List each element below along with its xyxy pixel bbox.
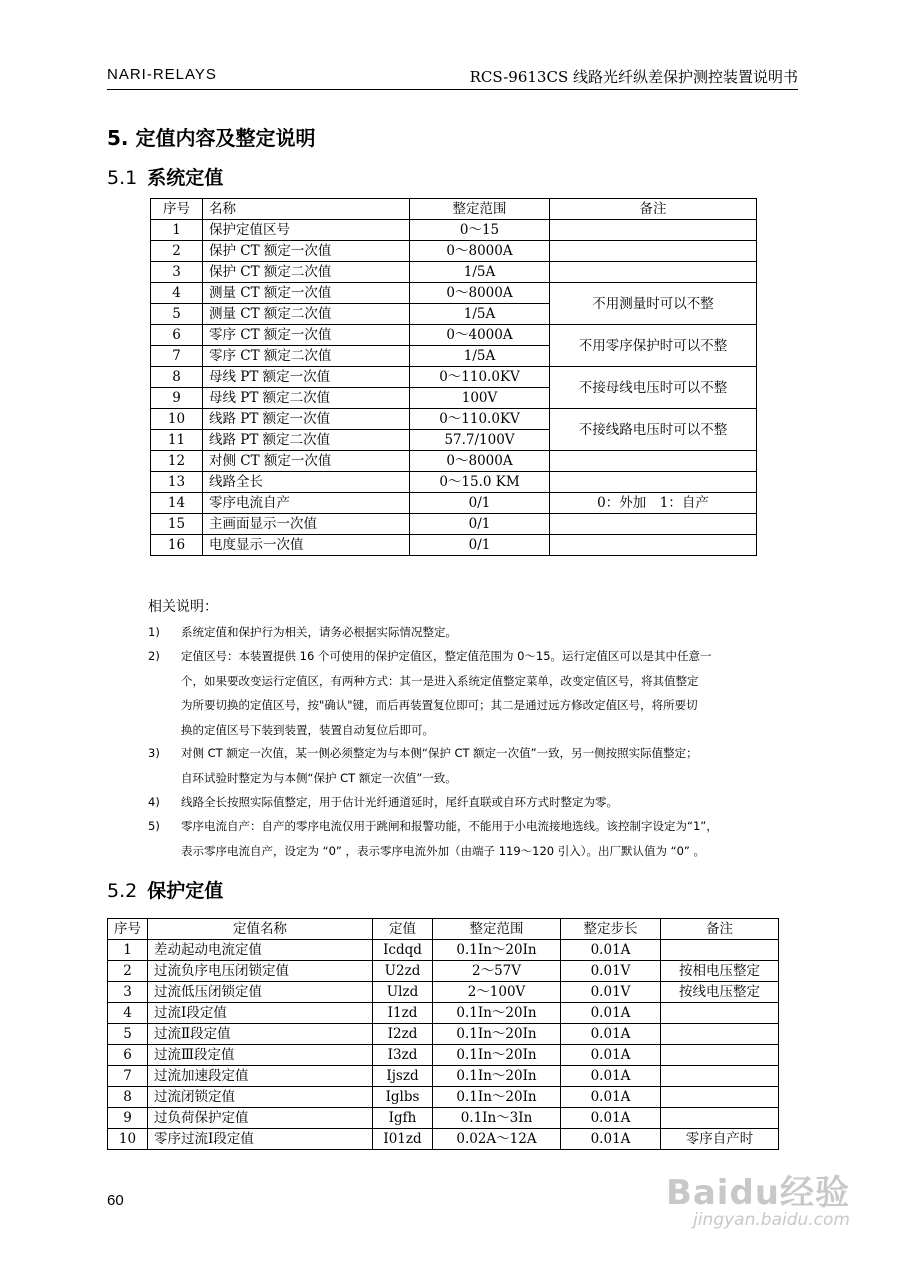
table-row bbox=[151, 514, 757, 535]
note-text-line: 零序电流自产：自产的零序电流仅用于跳闸和报警功能，不能用于小电流接地选线。该控制字设定为“1”， bbox=[181, 819, 718, 833]
cell-remark bbox=[550, 451, 757, 472]
cell-range: 0/1 bbox=[410, 514, 550, 535]
watermark bbox=[666, 1165, 850, 1230]
col-header: 名称 bbox=[203, 199, 410, 220]
subsection-number: 5.1 bbox=[107, 167, 138, 189]
cell-remark bbox=[550, 241, 757, 262]
cell-step: 0.01A bbox=[561, 1087, 661, 1108]
cell-step: 0.01A bbox=[561, 1003, 661, 1024]
cell-index: 4 bbox=[108, 1003, 148, 1024]
cell-code: I3zd bbox=[373, 1045, 433, 1066]
cell-name: 母线 PT 额定一次值 bbox=[203, 367, 410, 388]
cell-remark bbox=[550, 220, 757, 241]
cell-code: Ijszd bbox=[373, 1066, 433, 1087]
cell-range: 0/1 bbox=[410, 535, 550, 556]
note-text-line: 个，如果要改变运行定值区，有两种方式：其一是进入系统定值整定菜单，改变定值区号，将其值整定 bbox=[181, 673, 699, 688]
cell-name: 过流Ⅰ段定值 bbox=[148, 1003, 373, 1024]
cell-remark bbox=[550, 262, 757, 283]
cell-range: 0.1In～20In bbox=[433, 940, 561, 961]
cell-index: 10 bbox=[108, 1129, 148, 1150]
cell-code: U2zd bbox=[373, 961, 433, 982]
cell-name: 主画面显示一次值 bbox=[203, 514, 410, 535]
cell-index: 5 bbox=[108, 1024, 148, 1045]
section-title: 定值内容及整定说明 bbox=[135, 126, 316, 150]
cell-name: 保护 CT 额定二次值 bbox=[203, 262, 410, 283]
col-header: 整定步长 bbox=[561, 919, 661, 940]
table-row bbox=[151, 241, 757, 262]
cell-index: 8 bbox=[108, 1087, 148, 1108]
cell-range: 0～4000A bbox=[410, 325, 550, 346]
table-row bbox=[151, 325, 757, 346]
table-row bbox=[151, 262, 757, 283]
cell-range: 0/1 bbox=[410, 493, 550, 514]
table-header-row bbox=[151, 199, 757, 220]
cell-index: 9 bbox=[151, 388, 203, 409]
table-row bbox=[108, 940, 779, 961]
note-number: 2) bbox=[148, 649, 160, 663]
table-row bbox=[108, 1108, 779, 1129]
cell-range: 0～8000A bbox=[410, 451, 550, 472]
cell-index: 2 bbox=[108, 961, 148, 982]
cell-code: I1zd bbox=[373, 1003, 433, 1024]
section-heading bbox=[107, 122, 315, 151]
cell-index: 1 bbox=[108, 940, 148, 961]
cell-index: 6 bbox=[108, 1045, 148, 1066]
table-row bbox=[108, 982, 779, 1003]
cell-range: 0.1In～20In bbox=[433, 1024, 561, 1045]
cell-index: 9 bbox=[108, 1108, 148, 1129]
table-row bbox=[108, 961, 779, 982]
header-brand: NARI-RELAYS bbox=[107, 66, 217, 83]
cell-name: 过流加速段定值 bbox=[148, 1066, 373, 1087]
note-item bbox=[148, 741, 808, 790]
cell-step: 0.01A bbox=[561, 940, 661, 961]
col-header: 备注 bbox=[661, 919, 779, 940]
cell-range: 100V bbox=[410, 388, 550, 409]
cell-index: 1 bbox=[151, 220, 203, 241]
cell-index: 15 bbox=[151, 514, 203, 535]
page-number: 60 bbox=[107, 1192, 124, 1209]
cell-remark bbox=[661, 1003, 779, 1024]
cell-range: 0.1In～20In bbox=[433, 1003, 561, 1024]
section-number: 5. bbox=[107, 126, 129, 150]
subsection-title: 保护定值 bbox=[147, 880, 224, 902]
cell-range: 0～110.0KV bbox=[410, 409, 550, 430]
cell-name: 零序 CT 额定二次值 bbox=[203, 346, 410, 367]
note-text: 线路全长按照实际值整定，用于估计光纤通道延时，尾纤直联或自环方式时整定为零。 bbox=[181, 795, 618, 809]
table-row bbox=[151, 283, 757, 304]
cell-code: Icdqd bbox=[373, 940, 433, 961]
cell-index: 3 bbox=[108, 982, 148, 1003]
cell-name: 过流Ⅲ段定值 bbox=[148, 1045, 373, 1066]
note-text-line: 对侧 CT 额定一次值，某一侧必须整定为与本侧“保护 CT 额定一次值”一致，另一侧按照实际值整定； bbox=[181, 746, 698, 760]
cell-remark: 按线电压整定 bbox=[661, 982, 779, 1003]
table-row bbox=[151, 535, 757, 556]
cell-range: 57.7/100V bbox=[410, 430, 550, 451]
header-doc-title: RCS-9613CS 线路光纤纵差保护测控装置说明书 bbox=[469, 68, 798, 86]
cell-name: 过流低压闭锁定值 bbox=[148, 982, 373, 1003]
table-header-row bbox=[108, 919, 779, 940]
table-row bbox=[108, 1003, 779, 1024]
table-row bbox=[108, 1087, 779, 1108]
cell-index: 13 bbox=[151, 472, 203, 493]
cell-remark bbox=[550, 535, 757, 556]
cell-name: 过流负序电压闭锁定值 bbox=[148, 961, 373, 982]
system-settings-table bbox=[150, 198, 757, 556]
note-text-line: 自环试验时整定为与本侧“保护 CT 额定一次值”一致。 bbox=[181, 770, 457, 785]
note-text-line: 为所要切换的定值区号，按"确认"键，而后再装置复位即可；其二是通过远方修改定值区号，将所要切 bbox=[181, 698, 698, 712]
cell-name: 过负荷保护定值 bbox=[148, 1108, 373, 1129]
cell-index: 12 bbox=[151, 451, 203, 472]
cell-range: 0～8000A bbox=[410, 283, 550, 304]
cell-remark bbox=[661, 1024, 779, 1045]
cell-range: 0.1In～20In bbox=[433, 1045, 561, 1066]
cell-code: I2zd bbox=[373, 1024, 433, 1045]
cell-range: 0～8000A bbox=[410, 241, 550, 262]
cell-name: 测量 CT 额定二次值 bbox=[203, 304, 410, 325]
cell-range: 0～15.0 KM bbox=[410, 472, 550, 493]
note-number: 3) bbox=[148, 746, 160, 760]
cell-remark: 不用测量时可以不整 bbox=[550, 283, 757, 325]
cell-name: 电度显示一次值 bbox=[203, 535, 410, 556]
cell-code: Igfh bbox=[373, 1108, 433, 1129]
cell-range: 0～110.0KV bbox=[410, 367, 550, 388]
table-row bbox=[151, 493, 757, 514]
table-row bbox=[108, 1129, 779, 1150]
note-number: 5) bbox=[148, 819, 160, 833]
cell-name: 零序 CT 额定一次值 bbox=[203, 325, 410, 346]
note-item bbox=[148, 790, 808, 815]
header-divider bbox=[107, 89, 798, 90]
subsection-heading-system bbox=[107, 163, 223, 190]
cell-index: 2 bbox=[151, 241, 203, 262]
table-row bbox=[151, 451, 757, 472]
note-item bbox=[148, 814, 808, 863]
protection-settings-table bbox=[107, 918, 779, 1150]
cell-range: 0.1In～20In bbox=[433, 1087, 561, 1108]
cell-remark: 不接母线电压时可以不整 bbox=[550, 367, 757, 409]
cell-range: 1/5A bbox=[410, 262, 550, 283]
col-header: 定值 bbox=[373, 919, 433, 940]
cell-name: 母线 PT 额定二次值 bbox=[203, 388, 410, 409]
cell-remark bbox=[661, 1066, 779, 1087]
note-text-line: 表示零序电流自产，设定为 “0” ，表示零序电流外加（由端子 119～120 引入）。出厂默认值为 “0” 。 bbox=[181, 843, 706, 858]
cell-name: 线路 PT 额定一次值 bbox=[203, 409, 410, 430]
cell-index: 8 bbox=[151, 367, 203, 388]
cell-range: 0.1In～20In bbox=[433, 1066, 561, 1087]
table-row bbox=[108, 1045, 779, 1066]
table-row bbox=[108, 1066, 779, 1087]
cell-range: 2～100V bbox=[433, 982, 561, 1003]
col-header: 整定范围 bbox=[433, 919, 561, 940]
cell-remark: 不接线路电压时可以不整 bbox=[550, 409, 757, 451]
cell-index: 4 bbox=[151, 283, 203, 304]
cell-step: 0.01V bbox=[561, 961, 661, 982]
table-row bbox=[108, 1024, 779, 1045]
table-row bbox=[151, 472, 757, 493]
cell-name: 零序电流自产 bbox=[203, 493, 410, 514]
cell-range: 0.02A～12A bbox=[433, 1129, 561, 1150]
cell-code: Iglbs bbox=[373, 1087, 433, 1108]
cell-range: 1/5A bbox=[410, 346, 550, 367]
col-header: 定值名称 bbox=[148, 919, 373, 940]
cell-index: 7 bbox=[108, 1066, 148, 1087]
cell-remark: 不用零序保护时可以不整 bbox=[550, 325, 757, 367]
note-text-line: 换的定值区号下装到装置，装置自动复位后即可。 bbox=[181, 722, 434, 737]
cell-name: 保护定值区号 bbox=[203, 220, 410, 241]
cell-step: 0.01A bbox=[561, 1045, 661, 1066]
cell-index: 5 bbox=[151, 304, 203, 325]
note-number: 1) bbox=[148, 625, 160, 639]
cell-remark bbox=[661, 940, 779, 961]
watermark-url: jingyan.baidu.com bbox=[693, 1210, 850, 1230]
cell-range: 0～15 bbox=[410, 220, 550, 241]
cell-remark bbox=[661, 1108, 779, 1129]
cell-step: 0.01V bbox=[561, 982, 661, 1003]
cell-name: 差动起动电流定值 bbox=[148, 940, 373, 961]
cell-name: 测量 CT 额定一次值 bbox=[203, 283, 410, 304]
cell-index: 11 bbox=[151, 430, 203, 451]
cell-name: 过流闭锁定值 bbox=[148, 1087, 373, 1108]
cell-range: 1/5A bbox=[410, 304, 550, 325]
cell-name: 线路全长 bbox=[203, 472, 410, 493]
cell-code: Ulzd bbox=[373, 982, 433, 1003]
subsection-heading-protection bbox=[107, 876, 223, 903]
cell-index: 6 bbox=[151, 325, 203, 346]
note-item bbox=[148, 620, 808, 645]
cell-code: I01zd bbox=[373, 1129, 433, 1150]
cell-remark bbox=[661, 1087, 779, 1108]
cell-remark: 0：外加 1：自产 bbox=[550, 493, 757, 514]
note-item bbox=[148, 644, 808, 742]
note-text: 系统定值和保护行为相关，请务必根据实际情况整定。 bbox=[181, 625, 457, 639]
cell-remark bbox=[550, 472, 757, 493]
cell-name: 对侧 CT 额定一次值 bbox=[203, 451, 410, 472]
cell-remark: 按相电压整定 bbox=[661, 961, 779, 982]
cell-range: 0.1In～3In bbox=[433, 1108, 561, 1129]
subsection-number: 5.2 bbox=[107, 880, 138, 902]
cell-name: 线路 PT 额定二次值 bbox=[203, 430, 410, 451]
cell-index: 3 bbox=[151, 262, 203, 283]
cell-name: 保护 CT 额定一次值 bbox=[203, 241, 410, 262]
col-header: 序号 bbox=[108, 919, 148, 940]
table-row bbox=[151, 409, 757, 430]
col-header: 整定范围 bbox=[410, 199, 550, 220]
notes-title: 相关说明： bbox=[148, 599, 218, 615]
cell-step: 0.01A bbox=[561, 1066, 661, 1087]
note-text-line: 定值区号：本装置提供 16 个可使用的保护定值区，整定值范围为 0～15。运行定值区可以是其中任意一 bbox=[181, 649, 712, 663]
cell-index: 14 bbox=[151, 493, 203, 514]
cell-remark bbox=[661, 1045, 779, 1066]
note-number: 4) bbox=[148, 795, 160, 809]
cell-range: 2～57V bbox=[433, 961, 561, 982]
table-row bbox=[151, 220, 757, 241]
cell-index: 10 bbox=[151, 409, 203, 430]
cell-remark bbox=[550, 514, 757, 535]
cell-index: 7 bbox=[151, 346, 203, 367]
table-row bbox=[151, 367, 757, 388]
col-header: 序号 bbox=[151, 199, 203, 220]
cell-name: 过流Ⅱ段定值 bbox=[148, 1024, 373, 1045]
watermark-logo: Baidu经验 bbox=[665, 1173, 850, 1213]
cell-step: 0.01A bbox=[561, 1108, 661, 1129]
cell-name: 零序过流Ⅰ段定值 bbox=[148, 1129, 373, 1150]
subsection-title: 系统定值 bbox=[147, 167, 224, 189]
cell-remark: 零序自产时 bbox=[661, 1129, 779, 1150]
cell-step: 0.01A bbox=[561, 1129, 661, 1150]
cell-index: 16 bbox=[151, 535, 203, 556]
cell-step: 0.01A bbox=[561, 1024, 661, 1045]
col-header: 备注 bbox=[550, 199, 757, 220]
